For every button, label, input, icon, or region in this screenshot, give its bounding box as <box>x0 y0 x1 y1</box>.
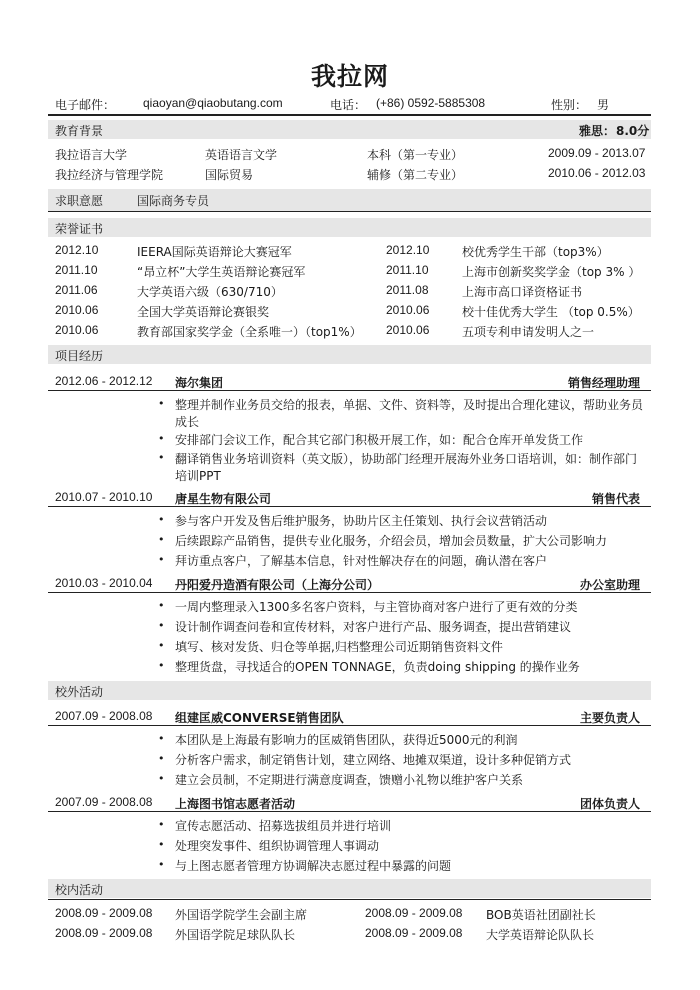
bullet-text: 拜访重点客户，了解基本信息，针对性解决存在的问题，确认潜在客户 <box>175 554 548 568</box>
honor-text: 教育部国家奖学金（全系唯一）（top1%） <box>137 325 362 339</box>
bullet-dot: • <box>158 818 165 831</box>
phone-value: (+86) 0592-5885308 <box>376 96 486 110</box>
section-heading-honors: 荣誉证书 <box>55 222 104 236</box>
bullet-dot: • <box>158 451 165 464</box>
entry-organization: 海尔集团 <box>175 376 224 390</box>
entry-divider <box>48 390 651 391</box>
ielts-score: 8.0分 <box>616 124 650 138</box>
email-value[interactable]: qiaoyan@qiaobutang.com <box>143 96 283 110</box>
resume-name: 我拉网 <box>310 62 389 91</box>
entry-dates: 2012.06 - 2012.12 <box>55 374 153 388</box>
bullet-dot: • <box>158 553 165 566</box>
honor-text: 大学英语六级（630/710） <box>137 285 283 299</box>
entry-organization: 上海图书馆志愿者活动 <box>175 797 296 811</box>
bullet-text: 宣传志愿活动、招募选拔组员并进行培训 <box>175 819 392 833</box>
edu-dates: 2010.06 - 2012.03 <box>548 166 646 180</box>
campus-date: 2008.09 - 2009.08 <box>365 906 463 920</box>
bullet-dot: • <box>158 752 165 765</box>
honor-text: 校优秀学生干部（top3%） <box>462 245 609 259</box>
campus-date: 2008.09 - 2009.08 <box>55 906 153 920</box>
honor-date: 2010.06 <box>386 303 430 317</box>
honor-date: 2011.06 <box>55 283 98 297</box>
honor-text: 五项专利申请发明人之一 <box>462 325 595 339</box>
edu-major: 英语语言文学 <box>205 148 278 162</box>
bullet-text: 填写、核对发货、归仓等单据,归档整理公司近期销售资料文件 <box>175 640 503 654</box>
entry-divider <box>48 592 651 593</box>
bullet-dot: • <box>158 513 165 526</box>
campus-role: 外国语学院足球队队长 <box>175 928 296 942</box>
entry-divider <box>48 506 651 507</box>
bullet-dot: • <box>158 659 165 672</box>
honor-date: 2012.10 <box>386 243 430 257</box>
entry-role: 团体负责人 <box>579 797 640 811</box>
section-heading-campus: 校内活动 <box>55 883 104 897</box>
objective-divider <box>48 211 651 212</box>
gender-label: 性别： <box>551 98 588 112</box>
entry-dates: 2010.07 - 2010.10 <box>55 490 153 504</box>
edu-school: 我拉语言大学 <box>55 148 128 162</box>
bullet-dot: • <box>158 533 165 546</box>
bullet-dot: • <box>158 838 165 851</box>
honor-text: IEERA国际英语辩论大赛冠军 <box>137 245 292 259</box>
campus-role: BOB英语社团副社长 <box>486 908 596 922</box>
honor-date: 2012.10 <box>55 243 99 257</box>
bullet-text: 建立会员制，不定期进行满意度调查，馈赠小礼物以维护客户关系 <box>175 773 524 787</box>
honor-date: 2011.10 <box>55 263 98 277</box>
section-heading-external: 校外活动 <box>55 685 104 699</box>
campus-role: 外国语学院学生会副主席 <box>175 908 308 922</box>
section-band-campus <box>48 879 651 898</box>
entry-organization: 组建匡威CONVERSE销售团队 <box>175 711 344 725</box>
entry-divider <box>48 811 651 812</box>
campus-date: 2008.09 - 2009.08 <box>365 926 463 940</box>
bullet-text: 本团队是上海最有影响力的匡威销售团队，获得近5000元的利润 <box>175 733 518 747</box>
campus-role: 大学英语辩论队队长 <box>486 928 595 942</box>
ielts-label: 雅思： <box>579 124 616 138</box>
section-band-honors <box>48 218 651 237</box>
honor-date: 2010.06 <box>55 303 99 317</box>
section-band-projects <box>48 345 651 364</box>
edu-degree: 本科（第一专业） <box>367 148 464 162</box>
entry-role: 销售代表 <box>591 492 640 506</box>
bullet-dot: • <box>158 639 165 652</box>
entry-divider <box>48 725 651 726</box>
honor-text: 全国大学英语辩论赛银奖 <box>137 305 270 319</box>
bullet-text: 后续跟踪产品销售，提供专业化服务，介绍会员，增加会员数量，扩大公司影响力 <box>175 534 608 548</box>
bullet-dot: • <box>158 732 165 745</box>
entry-dates: 2007.09 - 2008.08 <box>55 709 153 723</box>
entry-role: 销售经理助理 <box>567 376 640 390</box>
objective-value: 国际商务专员 <box>137 194 210 208</box>
honor-text: “昂立杯”大学生英语辩论赛冠军 <box>137 265 306 279</box>
honor-date: 2011.08 <box>386 283 429 297</box>
honor-text: 上海市创新奖奖学金（top 3% ） <box>462 265 641 279</box>
honor-text: 校十佳优秀大学生 （top 0.5%） <box>462 305 640 319</box>
bullet-text: 处理突发事件、组织协调管理人事调动 <box>175 839 380 853</box>
section-band-education <box>48 120 651 139</box>
bullet-dot: • <box>158 772 165 785</box>
gender-value: 男 <box>597 98 610 112</box>
section-band-external <box>48 681 651 700</box>
entry-role: 办公室助理 <box>579 578 640 592</box>
honor-date: 2010.06 <box>386 323 430 337</box>
bullet-dot: • <box>158 619 165 632</box>
email-label: 电子邮件： <box>55 98 116 112</box>
edu-dates: 2009.09 - 2013.07 <box>548 146 646 160</box>
entry-dates: 2007.09 - 2008.08 <box>55 795 153 809</box>
edu-school: 我拉经济与管理学院 <box>55 168 164 182</box>
section-heading-objective: 求职意愿 <box>55 194 104 208</box>
campus-date: 2008.09 - 2009.08 <box>55 926 153 940</box>
section-heading-education: 教育背景 <box>55 124 104 138</box>
campus-divider <box>48 899 651 900</box>
bullet-text: 安排部门会议工作，配合其它部门积极开展工作，如：配合仓库开单发货工作 <box>175 433 584 447</box>
entry-organization: 丹阳爱丹造酒有限公司（上海分公司） <box>175 578 380 592</box>
bullet-text: 整理货盘，寻找适合的OPEN TONNAGE，负责doing shipping 的操作业务 <box>175 660 580 674</box>
bullet-text: 参与客户开发及售后维护服务，协助片区主任策划、执行会议营销活动 <box>175 514 548 528</box>
bullet-text: 设计制作调查问卷和宣传材料，对客户进行产品、服务调查，提出营销建议 <box>175 620 572 634</box>
entry-role: 主要负责人 <box>579 711 640 725</box>
bullet-text: 培训PPT <box>175 469 221 483</box>
bullet-text: 分析客户需求，制定销售计划，建立网络、地摊双渠道，设计多种促销方式 <box>175 753 572 767</box>
edu-major: 国际贸易 <box>205 168 254 182</box>
entry-dates: 2010.03 - 2010.04 <box>55 576 153 590</box>
bullet-dot: • <box>158 599 165 612</box>
bullet-text: 一周内整理录入1300多名客户资料，与主管协商对客户进行了更有效的分类 <box>175 600 578 614</box>
header-divider <box>48 114 651 116</box>
bullet-dot: • <box>158 432 165 445</box>
bullet-text: 整理并制作业务员交给的报表，单据、文件、资料等，及时提出合理化建议，帮助业务员 <box>175 398 644 412</box>
bullet-text: 与上图志愿者管理方协调解决志愿过程中暴露的问题 <box>175 859 452 873</box>
bullet-dot: • <box>158 397 165 410</box>
bullet-text: 成长 <box>175 415 200 429</box>
honor-text: 上海市高口译资格证书 <box>462 285 583 299</box>
phone-label: 电话： <box>330 98 367 112</box>
edu-degree: 辅修（第二专业） <box>367 168 464 182</box>
bullet-text: 翻译销售业务培训资料（英文版），协助部门经理开展海外业务口语培训，如：制作部门 <box>175 452 638 466</box>
honor-date: 2010.06 <box>55 323 99 337</box>
section-heading-projects: 项目经历 <box>55 349 104 363</box>
honor-date: 2011.10 <box>386 263 429 277</box>
entry-organization: 唐星生物有限公司 <box>175 492 272 506</box>
bullet-dot: • <box>158 858 165 871</box>
